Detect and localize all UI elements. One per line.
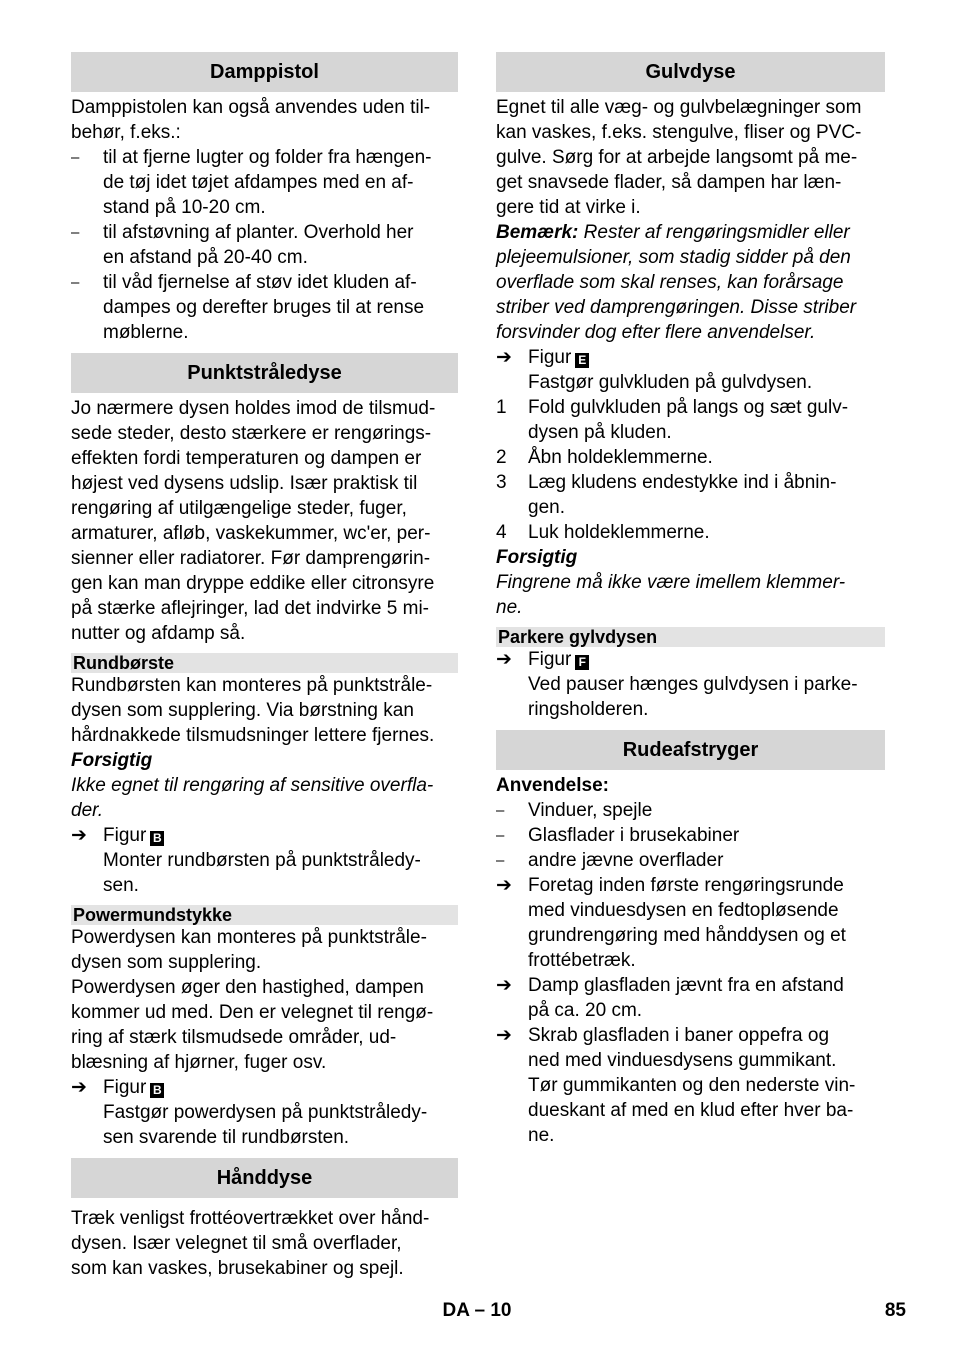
text-line: de tøj idet tøjet afdampes med en af- <box>103 172 414 193</box>
page-number: 85 <box>884 1300 906 1321</box>
text-line: dysen. Især velegnet til små overflader, <box>71 1233 402 1254</box>
text-line: på stærke aflejringer, lad det indvirke 5 mi- <box>71 598 429 619</box>
subsection-heading-powermundstykke: Powermundstykke <box>71 905 458 925</box>
list-item <box>496 848 885 873</box>
note-label: Bemærk: <box>496 222 579 243</box>
text-line: rengøring af utilgængelige steder, fuger, <box>71 498 407 519</box>
text-line: Powerdysen kan monteres på punktstråle- <box>71 927 427 948</box>
left-column <box>71 52 458 1281</box>
dash-bullet-icon: – <box>71 149 80 166</box>
action-item <box>496 973 885 1023</box>
subsection-heading-rundborste: Rundbørste <box>71 653 458 673</box>
figure-reference <box>496 345 885 370</box>
step-number: 2 <box>496 447 507 468</box>
text-line: til våd fjernelse af støv idet kluden af- <box>103 272 417 293</box>
text-line: sede steder, desto stærkere er rengørings- <box>71 423 432 444</box>
text-line: ned med vinduesdysens gummikant. <box>528 1050 837 1071</box>
text-line: Træk venligst frottéovertrækket over hånd- <box>71 1208 430 1229</box>
text-line: andre jævne overflader <box>528 850 724 871</box>
text-line: overflade som skal renses, kan forårsage <box>496 272 844 293</box>
text-line: get snavsede flader, så dampen har læn- <box>496 172 842 193</box>
text-line: kommer ud med. Den er velegnet til rengø- <box>71 1002 434 1023</box>
text-line: ringsholderen. <box>528 699 649 720</box>
text-line: forsvinder dog efter flere anvendelser. <box>496 322 816 343</box>
text-line: Åbn holdeklemmerne. <box>528 447 713 468</box>
section-heading-gulvdyse: Gulvdyse <box>496 52 885 92</box>
text-line: ne. <box>496 597 523 618</box>
text-line: til afstøvning af planter. Overhold her <box>103 222 414 243</box>
text-line: Skrab glasfladen i baner oppefra og <box>528 1025 830 1046</box>
step-number: 4 <box>496 522 507 543</box>
section-heading-punktstraaledyse: Punktstråledyse <box>71 353 458 393</box>
figure-letter-badge: E <box>575 353 589 368</box>
figure-label: Figur <box>103 1077 147 1098</box>
step-item <box>496 520 885 545</box>
figure-reference <box>496 647 885 672</box>
text-line: Ikke egnet til rengøring af sensitive overfla- <box>71 775 434 796</box>
arrow-right-icon: ➔ <box>496 649 512 670</box>
text-line: Fastgør powerdysen på punktstråledy- <box>103 1102 428 1123</box>
figure-label: Figur <box>528 347 572 368</box>
text-line: gen kan man dryppe eddike eller citronsyre <box>71 573 435 594</box>
text-line: effekten fordi temperaturen og dampen er <box>71 448 422 469</box>
text-line: armaturer, afløb, vaskekummer, wc'er, per- <box>71 523 431 544</box>
caution-label: Forsigtig <box>71 750 153 771</box>
list-item <box>71 270 458 345</box>
damppistol-intro <box>71 95 458 145</box>
text-line: gulve. Sørg for at arbejde langsomt på me- <box>496 147 858 168</box>
section-heading-handdyse: Hånddyse <box>71 1158 458 1198</box>
caution-text <box>71 773 458 823</box>
text-line: dysen på kluden. <box>528 422 672 443</box>
text-line: sen. <box>103 875 139 896</box>
text-line: dueskant af med en klud efter hver ba- <box>528 1100 854 1121</box>
text-line: Egnet til alle væg- og gulvbelægninger som <box>496 97 862 118</box>
text-line: sienner eller radiatorer. Før damprengørin- <box>71 548 431 569</box>
list-item <box>71 145 458 220</box>
text-line: plejeemulsioner, som stadig sidder på den <box>496 247 851 268</box>
figure-reference <box>71 1075 458 1100</box>
dash-bullet-icon: – <box>496 802 505 819</box>
step-item <box>496 445 885 470</box>
arrow-right-icon: ➔ <box>71 1077 87 1098</box>
text-line: til at fjerne lugter og folder fra hængen- <box>103 147 432 168</box>
punktstraaledyse-body <box>71 396 458 646</box>
text-line: med vinduesdysen en fedtopløsende <box>528 900 839 921</box>
section-heading-rudeafstryger: Rudeafstryger <box>496 730 885 770</box>
rundborste-body <box>71 673 458 748</box>
text-line: Rundbørsten kan monteres på punktstråle- <box>71 675 433 696</box>
text-line: højest ved dysens udslip. Især praktisk til <box>71 473 418 494</box>
text-line: Rester af rengøringsmidler eller <box>578 222 850 243</box>
step-item <box>496 470 885 520</box>
text-line: på ca. 20 cm. <box>528 1000 643 1021</box>
caution-label: Forsigtig <box>496 547 578 568</box>
text-line: en afstand på 20-40 cm. <box>103 247 308 268</box>
text-line: Monter rundbørsten på punktstråledy- <box>103 850 421 871</box>
arrow-right-icon: ➔ <box>496 875 512 896</box>
text-line: gen. <box>528 497 565 518</box>
list-item <box>71 220 458 270</box>
figure-label: Figur <box>528 649 572 670</box>
instruction-text: Fastgør gulvkluden på gulvdysen. <box>528 372 813 393</box>
text-line: ne. <box>528 1125 555 1146</box>
text-line: Foretag inden første rengøringsrunde <box>528 875 844 896</box>
arrow-right-icon: ➔ <box>496 1025 512 1046</box>
gulvdyse-body <box>496 95 885 220</box>
text-line: der. <box>71 800 104 821</box>
figure-label: Figur <box>103 825 147 846</box>
caution-text <box>496 570 885 620</box>
text-line: Jo nærmere dysen holdes imod de tilsmud- <box>71 398 436 419</box>
text-line: dysen som supplering. <box>71 952 262 973</box>
text-line: Glasflader i brusekabiner <box>528 825 740 846</box>
section-heading-damppistol: Damppistol <box>71 52 458 92</box>
dash-bullet-icon: – <box>71 274 80 291</box>
figure-letter-badge: B <box>150 831 164 846</box>
figure-reference <box>71 823 458 848</box>
text-line: grundrengøring med hånddysen og et <box>528 925 846 946</box>
subsection-heading-parkere: Parkere gylvdysen <box>496 627 885 647</box>
text-line: nutter og afdamp så. <box>71 623 246 644</box>
text-line: Fingrene må ikke være imellem klemmer- <box>496 572 846 593</box>
arrow-right-icon: ➔ <box>71 825 87 846</box>
text-line: møblerne. <box>103 322 189 343</box>
step-number: 1 <box>496 397 507 418</box>
text-line: som kan vaskes, brusekabiner og spejl. <box>71 1258 404 1279</box>
usage-label: Anvendelse: <box>496 775 609 796</box>
text-line: stand på 10-20 cm. <box>103 197 266 218</box>
dash-bullet-icon: – <box>496 852 505 869</box>
arrow-right-icon: ➔ <box>496 975 512 996</box>
text-line: Powerdysen øger den hastighed, dampen <box>71 977 424 998</box>
text-line: frottébetræk. <box>528 950 636 971</box>
note-text <box>496 220 885 345</box>
text-line: Damppistolen kan også anvendes uden til- <box>71 97 431 118</box>
text-line: striber ved damprengøringen. Disse striber <box>496 297 857 318</box>
step-number: 3 <box>496 472 507 493</box>
handdyse-body <box>71 1206 458 1281</box>
text-line: Vinduer, spejle <box>528 800 653 821</box>
text-line: ring af stærk tilsmudsede områder, ud- <box>71 1027 397 1048</box>
text-line: Tør gummikanten og den nederste vin- <box>528 1075 856 1096</box>
text-line: Luk holdeklemmerne. <box>528 522 710 543</box>
figure-letter-badge: B <box>150 1083 164 1098</box>
text-line: dampes og derefter bruges til at rense <box>103 297 425 318</box>
arrow-right-icon: ➔ <box>496 347 512 368</box>
text-line: dysen som supplering. Via børstning kan <box>71 700 414 721</box>
text-line: blæsning af hjørner, fuger osv. <box>71 1052 327 1073</box>
text-line: Ved pauser hænges gulvdysen i parke- <box>528 674 858 695</box>
text-line: kan vaskes, f.eks. stengulve, fliser og PVC- <box>496 122 862 143</box>
text-line: behør, f.eks.: <box>71 122 181 143</box>
dash-bullet-icon: – <box>496 827 505 844</box>
action-item <box>496 873 885 973</box>
figure-letter-badge: F <box>575 655 589 670</box>
text-line: Damp glasfladen jævnt fra en afstand <box>528 975 844 996</box>
dash-bullet-icon: – <box>71 224 80 241</box>
list-item <box>496 798 885 823</box>
text-line: Læg kludens endestykke ind i åbnin- <box>528 472 837 493</box>
text-line: hårdnakkede tilsmudsninger lettere fjernes. <box>71 725 435 746</box>
footer-label: DA – 10 <box>442 1300 512 1321</box>
right-column <box>496 52 885 1148</box>
action-item <box>496 1023 885 1148</box>
instruction-text <box>496 672 885 722</box>
step-item <box>496 395 885 445</box>
powermundstykke-body <box>71 925 458 1075</box>
text-line: gere tid at virke i. <box>496 197 641 218</box>
instruction-text <box>71 1100 458 1150</box>
text-line: sen svarende til rundbørsten. <box>103 1127 350 1148</box>
text-line: Fold gulvkluden på langs og sæt gulv- <box>528 397 849 418</box>
list-item <box>496 823 885 848</box>
instruction-text <box>71 848 458 898</box>
